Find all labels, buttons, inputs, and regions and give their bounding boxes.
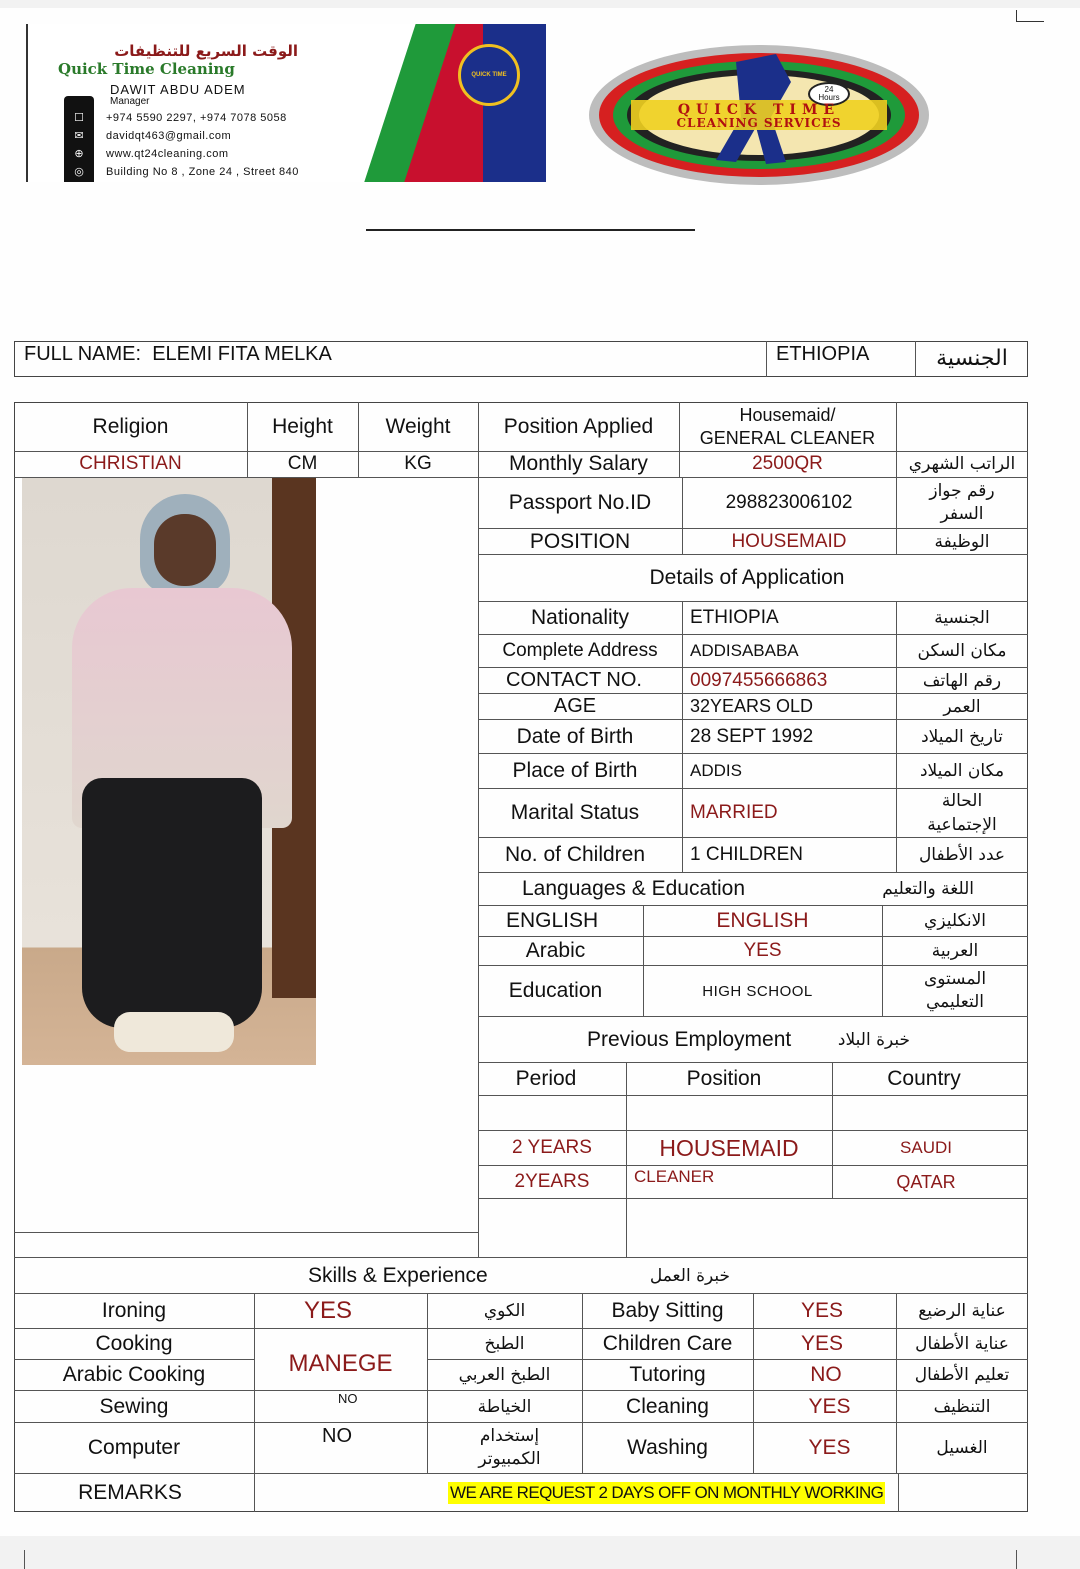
- cooking-ar: الطبخ: [484, 1334, 525, 1354]
- card-email: davidqt463@gmail.com: [106, 130, 232, 142]
- children-care-label: Children Care: [602, 1332, 733, 1355]
- children-label: No. of Children: [504, 843, 646, 866]
- education-ar: المستوى التعليمي: [923, 969, 987, 1012]
- children-care-ar: عناية الأطفال: [915, 1334, 1009, 1354]
- pob-ar: مكان الميلاد: [919, 761, 1005, 781]
- separator-line: [366, 229, 695, 231]
- languages-title-ar: اللغة والتعليم: [882, 879, 974, 899]
- baby-ar: عناية الرضيع: [918, 1301, 1006, 1321]
- position-label: POSITION: [529, 529, 631, 553]
- corner-mark: [1016, 10, 1044, 22]
- sewing-ar: الخياطة: [477, 1396, 532, 1417]
- address-value: ADDISABABA: [690, 641, 799, 660]
- ironing-label: Ironing: [101, 1299, 167, 1322]
- arabic-value: YES: [743, 940, 782, 961]
- position-applied-label: Position Applied: [503, 414, 654, 438]
- education-value: HIGH SCHOOL: [702, 982, 813, 1000]
- age-value: 32YEARS OLD: [690, 696, 814, 716]
- height-label: Height: [272, 414, 333, 438]
- applicant-photo: [22, 478, 316, 1065]
- monthly-salary-ar: الراتب الشهري: [908, 454, 1016, 474]
- religion-value: CHRISTIAN: [79, 453, 182, 474]
- remarks-value: WE ARE REQUEST 2 DAYS OFF ON MONTHLY WORKING: [450, 1483, 884, 1502]
- monthly-salary-value: 2500QR: [752, 453, 823, 474]
- washing-value: YES: [808, 1436, 851, 1459]
- employment-row-2-position: CLEANER: [634, 1167, 715, 1186]
- tutoring-ar: تعليم الأطفال: [914, 1365, 1010, 1385]
- cleaning-value: YES: [808, 1394, 851, 1418]
- arabic-ar: العربية: [931, 941, 979, 961]
- card-arabic-name: الوقت السريع للتنظيفات: [114, 42, 298, 60]
- contact-ar: رقم الهاتف: [922, 670, 1002, 691]
- education-label: Education: [508, 979, 603, 1002]
- card-badge: QUICK TIME: [458, 44, 520, 106]
- cooking-label: Cooking: [95, 1332, 173, 1355]
- ironing-ar: الكوي: [483, 1301, 526, 1321]
- card-manager-title: Manager: [110, 96, 150, 107]
- marital-label: Marital Status: [510, 801, 640, 824]
- monthly-salary-label: Monthly Salary: [509, 452, 648, 475]
- footer-mark-left: [24, 1550, 25, 1569]
- company-logo: [586, 42, 932, 188]
- languages-title: Languages & Education: [522, 877, 746, 900]
- header-nationality-ar: الجنسية: [936, 345, 1008, 371]
- ironing-value: YES: [303, 1297, 353, 1324]
- full-name: FULL NAME: ELEMI FITA MELKA: [24, 342, 332, 365]
- pob-label: Place of Birth: [512, 759, 638, 782]
- photo-face: [154, 514, 216, 586]
- contact-label: CONTACT NO.: [506, 669, 642, 691]
- position-ar: الوظيفة: [934, 531, 990, 552]
- employment-row-1-position: HOUSEMAID: [659, 1134, 799, 1161]
- phone-icon: ☐: [74, 112, 84, 124]
- passport-label: Passport No.ID: [508, 491, 652, 514]
- position-applied: Housemaid/ GENERAL CLEANER: [699, 404, 876, 448]
- washing-label: Washing: [627, 1436, 708, 1459]
- details-title: Details of Application: [649, 566, 845, 589]
- address-ar: مكان السكن: [917, 641, 1007, 661]
- baby-label: Baby Sitting: [611, 1299, 724, 1322]
- business-card: [26, 24, 546, 182]
- location-icon: ◎: [74, 166, 84, 178]
- employment-title-ar: خبرة البلاد: [837, 1029, 910, 1050]
- baby-value: YES: [800, 1299, 844, 1322]
- col-period: Period: [515, 1067, 577, 1090]
- cooking-value: MANEGE: [288, 1350, 393, 1377]
- card-website: www.qt24cleaning.com: [106, 148, 229, 160]
- english-value: ENGLISH: [716, 909, 809, 932]
- skills-title-ar: خبرة العمل: [649, 1265, 730, 1286]
- age-ar: العمر: [943, 696, 981, 717]
- employment-title: Previous Employment: [587, 1027, 792, 1051]
- dob-ar: تاريخ الميلاد: [921, 726, 1003, 747]
- address-label: Complete Address: [502, 640, 658, 661]
- card-address: Building No 8 , Zone 24 , Street 840: [106, 166, 299, 178]
- sewing-label: Sewing: [99, 1394, 169, 1418]
- employment-row-2-country: QATAR: [896, 1171, 956, 1192]
- skills-title: Skills & Experience: [308, 1263, 488, 1287]
- tutoring-label: Tutoring: [629, 1363, 706, 1386]
- english-label: ENGLISH: [506, 909, 599, 932]
- weight-label: Weight: [385, 414, 451, 438]
- religion-label: Religion: [92, 414, 169, 438]
- english-ar: الانكليزي: [924, 911, 986, 931]
- card-phone: +974 5590 2297, +974 7078 5058: [106, 112, 287, 124]
- computer-label: Computer: [87, 1436, 181, 1459]
- hours-badge: 24 Hours: [808, 82, 850, 106]
- children-care-value: YES: [800, 1332, 844, 1355]
- card-manager-name: DAWIT ABDU ADEM: [110, 82, 246, 97]
- position-value: HOUSEMAID: [731, 530, 847, 552]
- contact-value: 0097455666863: [690, 669, 828, 691]
- age-label: AGE: [553, 695, 597, 717]
- logo-line1: QUICK TIME: [677, 102, 841, 118]
- employment-row-1-period: 2 YEARS: [512, 1137, 592, 1158]
- col-position: Position: [686, 1067, 762, 1090]
- computer-ar: إستخدام الكمبيوتر: [478, 1426, 541, 1469]
- arabic-label: Arabic: [525, 939, 586, 962]
- tutoring-value: NO: [810, 1363, 842, 1386]
- remarks-label: REMARKS: [78, 1481, 182, 1504]
- children-value: 1 CHILDREN: [690, 844, 803, 865]
- pob-value: ADDIS: [690, 761, 742, 780]
- washing-ar: الغسيل: [936, 1438, 988, 1458]
- card-english-name: Quick Time Cleaning: [58, 60, 235, 78]
- dob-label: Date of Birth: [516, 724, 634, 748]
- dob-value: 28 SEPT 1992: [690, 725, 814, 747]
- footer-mark-right: [1016, 1550, 1017, 1569]
- children-ar: عدد الأطفال: [918, 845, 1006, 865]
- header-nationality: ETHIOPIA: [776, 342, 870, 365]
- nationality-label: Nationality: [530, 606, 630, 629]
- marital-ar: الحالة الإجتماعية: [927, 791, 997, 835]
- marital-value: MARRIED: [690, 802, 778, 823]
- computer-value: NO: [322, 1424, 352, 1447]
- globe-icon: ⊕: [74, 148, 84, 160]
- cleaning-label: Cleaning: [626, 1394, 709, 1418]
- nationality-ar: الجنسية: [934, 608, 990, 628]
- col-country: Country: [887, 1067, 961, 1090]
- employment-row-1-country: SAUDI: [900, 1138, 952, 1157]
- arabic-cooking-label: Arabic Cooking: [62, 1363, 206, 1386]
- logo-line2: CLEANING SERVICES: [676, 116, 842, 130]
- photo-shoes: [114, 1012, 234, 1052]
- nationality-value: ETHIOPIA: [690, 607, 779, 628]
- passport-value: 298823006102: [725, 492, 853, 513]
- application-form: [0, 8, 1080, 1536]
- sewing-value: NO: [338, 1391, 358, 1406]
- cleaning-ar: التنظيف: [933, 1396, 991, 1417]
- passport-ar: رقم جواز السفر: [929, 481, 995, 524]
- arabic-cooking-ar: الطبخ العربي: [458, 1365, 551, 1385]
- weight-value: KG: [404, 453, 432, 474]
- photo-skirt: [82, 778, 262, 1028]
- height-value: CM: [287, 453, 318, 474]
- email-icon: ✉: [74, 130, 84, 142]
- employment-row-2-period: 2YEARS: [514, 1171, 590, 1192]
